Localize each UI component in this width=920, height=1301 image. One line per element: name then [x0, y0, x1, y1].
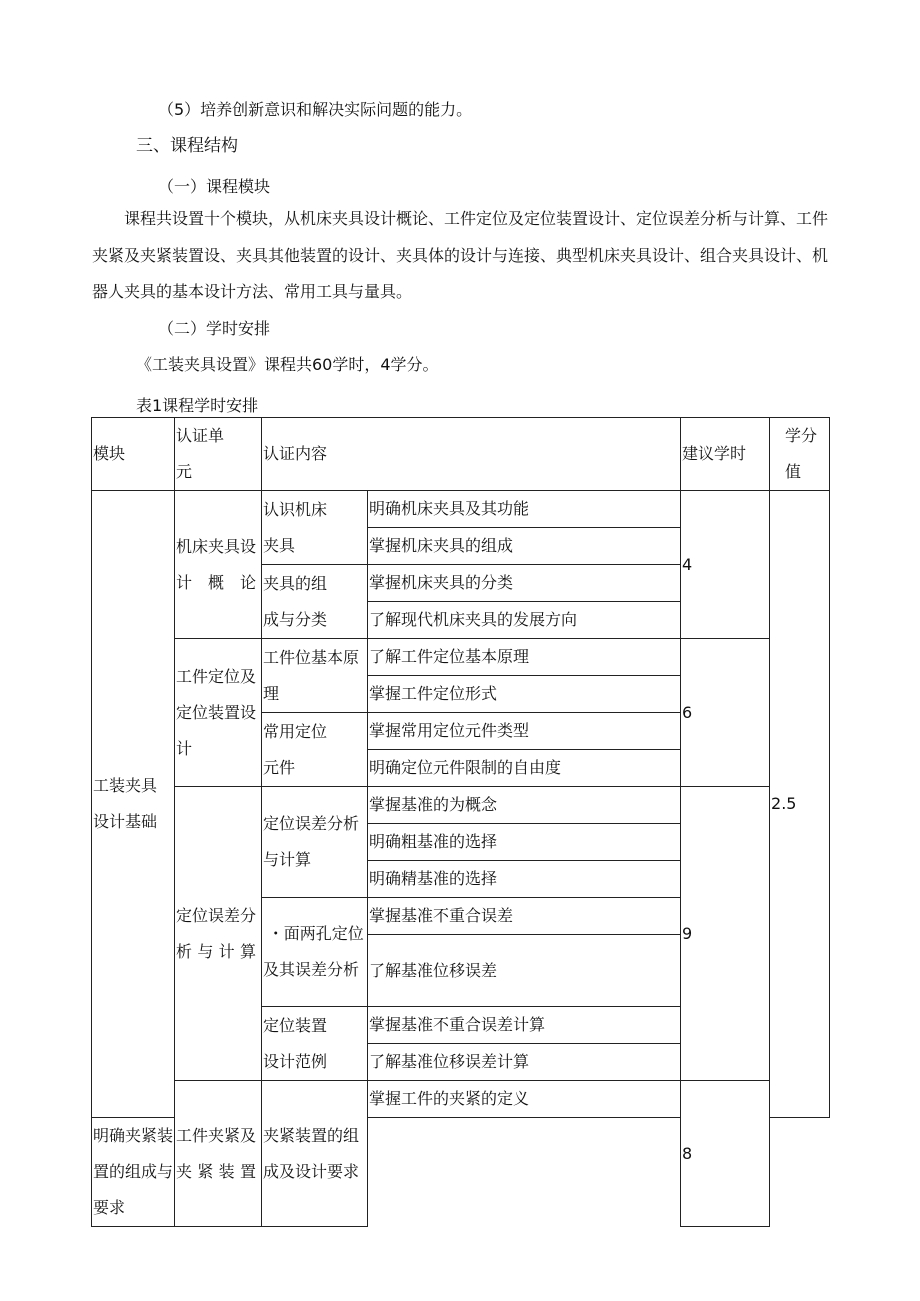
- unit-name-cell: 机床夹具设计概论: [175, 491, 262, 639]
- objective-item-5: （5）培养创新意识和解决实际问题的能力。: [158, 100, 473, 119]
- topic-cell: 认识机床夹具: [262, 491, 368, 565]
- content-item: 明确精基准的选择: [368, 861, 681, 898]
- table-caption: 表1课程学时安排: [136, 396, 259, 415]
- topic-cell: 夹具的组成与分类: [262, 565, 368, 639]
- header-content: 认证内容: [262, 418, 681, 491]
- content-item: 了解现代机床夹具的发展方向: [368, 602, 681, 639]
- module-name-cell: 工装夹具设计基础: [92, 491, 175, 1118]
- content-item: 掌握机床夹具的组成: [368, 528, 681, 565]
- header-credit: 学分值: [770, 418, 830, 491]
- content-item: 了解工件定位基本原理: [368, 639, 681, 676]
- subheading-modules: （一）课程模块: [158, 177, 271, 196]
- modules-description: 课程共设置十个模块，从机床夹具设计概论、工件定位及定位装置设计、定位误差分析与计算、工件夹紧及夹紧装置设、夹具其他装置的设计、夹具体的设计与连接、典型机床夹具设计、组合夹具设计、机器人夹具的基本设计方法、常用工具与量具。: [92, 209, 829, 301]
- header-module: 模块: [92, 418, 175, 491]
- hours-value: 4: [681, 491, 770, 639]
- topic-cell: 定位误差分析与计算: [262, 787, 368, 898]
- unit-name-cell: 工件定位及定位装置设计: [175, 639, 262, 787]
- content-item: 掌握工件定位形式: [368, 676, 681, 713]
- content-item: 了解基准位移误差计算: [368, 1044, 681, 1081]
- hours-value: 9: [681, 787, 770, 1081]
- credit-value: 2.5: [770, 491, 830, 1118]
- content-item: 明确夹紧装置的组成与要求: [92, 1118, 175, 1227]
- content-item: 掌握常用定位元件类型: [368, 713, 681, 750]
- topic-cell: 工件位基本原理: [262, 639, 368, 713]
- section-heading-structure: 三、课程结构: [136, 136, 238, 156]
- subheading-hours: （二）学时安排: [158, 319, 271, 338]
- content-item: 掌握机床夹具的分类: [368, 565, 681, 602]
- unit-name-cell: 定位误差分析与计算: [175, 787, 262, 1081]
- unit-name-cell: 工件夹紧及夹紧装置: [175, 1081, 262, 1227]
- topic-cell: 常用定位元件: [262, 713, 368, 787]
- hours-value: 6: [681, 639, 770, 787]
- header-unit: 认证单元: [175, 418, 262, 491]
- content-item: 明确机床夹具及其功能: [368, 491, 681, 528]
- header-hours: 建议学时: [681, 418, 770, 491]
- content-item: 了解基准位移误差: [368, 935, 681, 1007]
- content-item: 掌握基准不重合误差: [368, 898, 681, 935]
- hours-table: [91, 417, 830, 1227]
- topic-cell: ・面两孔定位及其误差分析: [262, 898, 368, 1007]
- hours-value: 8: [681, 1081, 770, 1227]
- topic-cell: 定位装置设计范例: [262, 1007, 368, 1081]
- topic-cell: 夹紧装置的组成及设计要求: [262, 1081, 368, 1227]
- content-item: 掌握基准不重合误差计算: [368, 1007, 681, 1044]
- content-item: 掌握工件的夹紧的定义: [368, 1081, 681, 1118]
- course-hours-summary: 《工装夹具设置》课程共60学时，4学分。: [136, 355, 439, 374]
- content-item: 掌握基准的为概念: [368, 787, 681, 824]
- content-item: 明确粗基准的选择: [368, 824, 681, 861]
- content-item: 明确定位元件限制的自由度: [368, 750, 681, 787]
